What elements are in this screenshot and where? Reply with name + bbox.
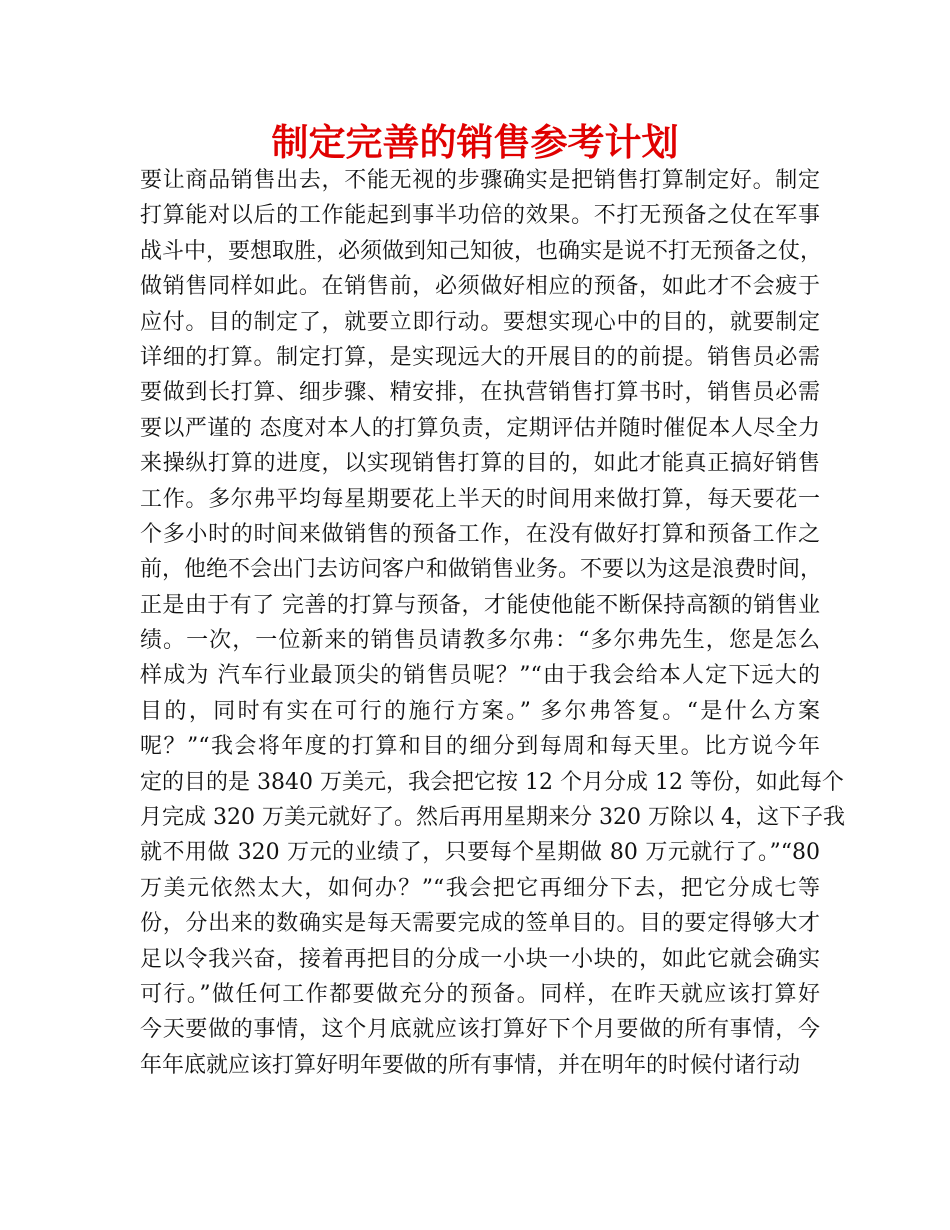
text-line: 万美元依然太大，如何办？”“我会把它再细分下去，把它分成七等 [140, 875, 820, 901]
text-line: 做销售同样如此。在销售前，必须做好相应的预备，如此才不会疲于 [140, 274, 820, 300]
text-line: 足以令我兴奋，接着再把目的分成一小块一小块的，如此它就会确实 [140, 946, 820, 972]
text-line: 应付。目的制定了，就要立即行动。要想实现心中的目的，就要制定 [140, 309, 820, 335]
text-line: 正是由于有了 完善的打算与预备，才能使他能不断保持高额的销售业 [140, 592, 820, 618]
document-title: 制定完善的销售参考计划 [271, 121, 679, 164]
text-line: 份，分出来的数确实是每天需要完成的签单目的。目的要定得够大才 [140, 911, 820, 937]
text-line: 定的目的是 3840 万美元，我会把它按 12 个月分成 12 等份，如此每个 [140, 769, 844, 795]
text-line: 样成为 汽车行业最顶尖的销售员呢？”“由于我会给本人定下远大的 [140, 663, 820, 689]
text-line: 详细的打算。制定打算，是实现远大的开展目的的前提。销售员必需 [140, 344, 820, 370]
text-line: 要做到长打算、细步骤、精安排，在执营销售打算书时，销售员必需 [140, 380, 820, 406]
text-line: 要让商品销售出去，不能无视的步骤确实是把销售打算制定好。制定 [140, 168, 820, 193]
text-line: 年年底就应该打算好明年要做的所有事情，并在明年的时候付诸行动 [140, 1052, 801, 1078]
text-line: 绩。一次，一位新来的销售员请教多尔弗：“多尔弗先生，您是怎么 [140, 628, 820, 654]
text-line: 今天要做的事情，这个月底就应该打算好下个月要做的所有事情，今 [140, 1017, 820, 1043]
text-line: 个多小时的时间来做销售的预备工作，在没有做好打算和预备工作之 [140, 521, 820, 547]
text-line: 工作。多尔弗平均每星期要花上半天的时间用来做打算，每天要花一 [140, 486, 820, 512]
text-line: 打算能对以后的工作能起到事半功倍的效果。不打无预备之仗在军事 [140, 203, 820, 229]
text-line: 可行。”做任何工作都要做充分的预备。同样，在昨天就应该打算好 [140, 981, 820, 1007]
text-line: 来操纵打算的进度，以实现销售打算的目的，如此才能真正搞好销售 [140, 451, 820, 477]
text-line: 前，他绝不会出门去访问客户和做销售业务。不要以为这是浪费时间， [140, 557, 823, 583]
text-line: 战斗中，要想取胜，必须做到知己知彼，也确实是说不打无预备之仗， [140, 238, 823, 264]
text-line: 就不用做 320 万元的业绩了，只要每个星期做 80 万元就行了。”“80 [140, 840, 820, 866]
text-line: 月完成 320 万美元就好了。然后再用星期来分 320 万除以 4，这下子我 [140, 805, 845, 831]
text-line: 目的，同时有实在可行的施行方案。” 多尔弗答复。“是什么方案 [140, 698, 820, 724]
text-line: 呢？”“我会将年度的打算和目的细分到每周和每天里。比方说今年 [140, 734, 820, 760]
text-line: 要以严谨的 态度对本人的打算负责，定期评估并随时催促本人尽全力 [140, 415, 820, 441]
body-text [140, 163, 845, 1083]
